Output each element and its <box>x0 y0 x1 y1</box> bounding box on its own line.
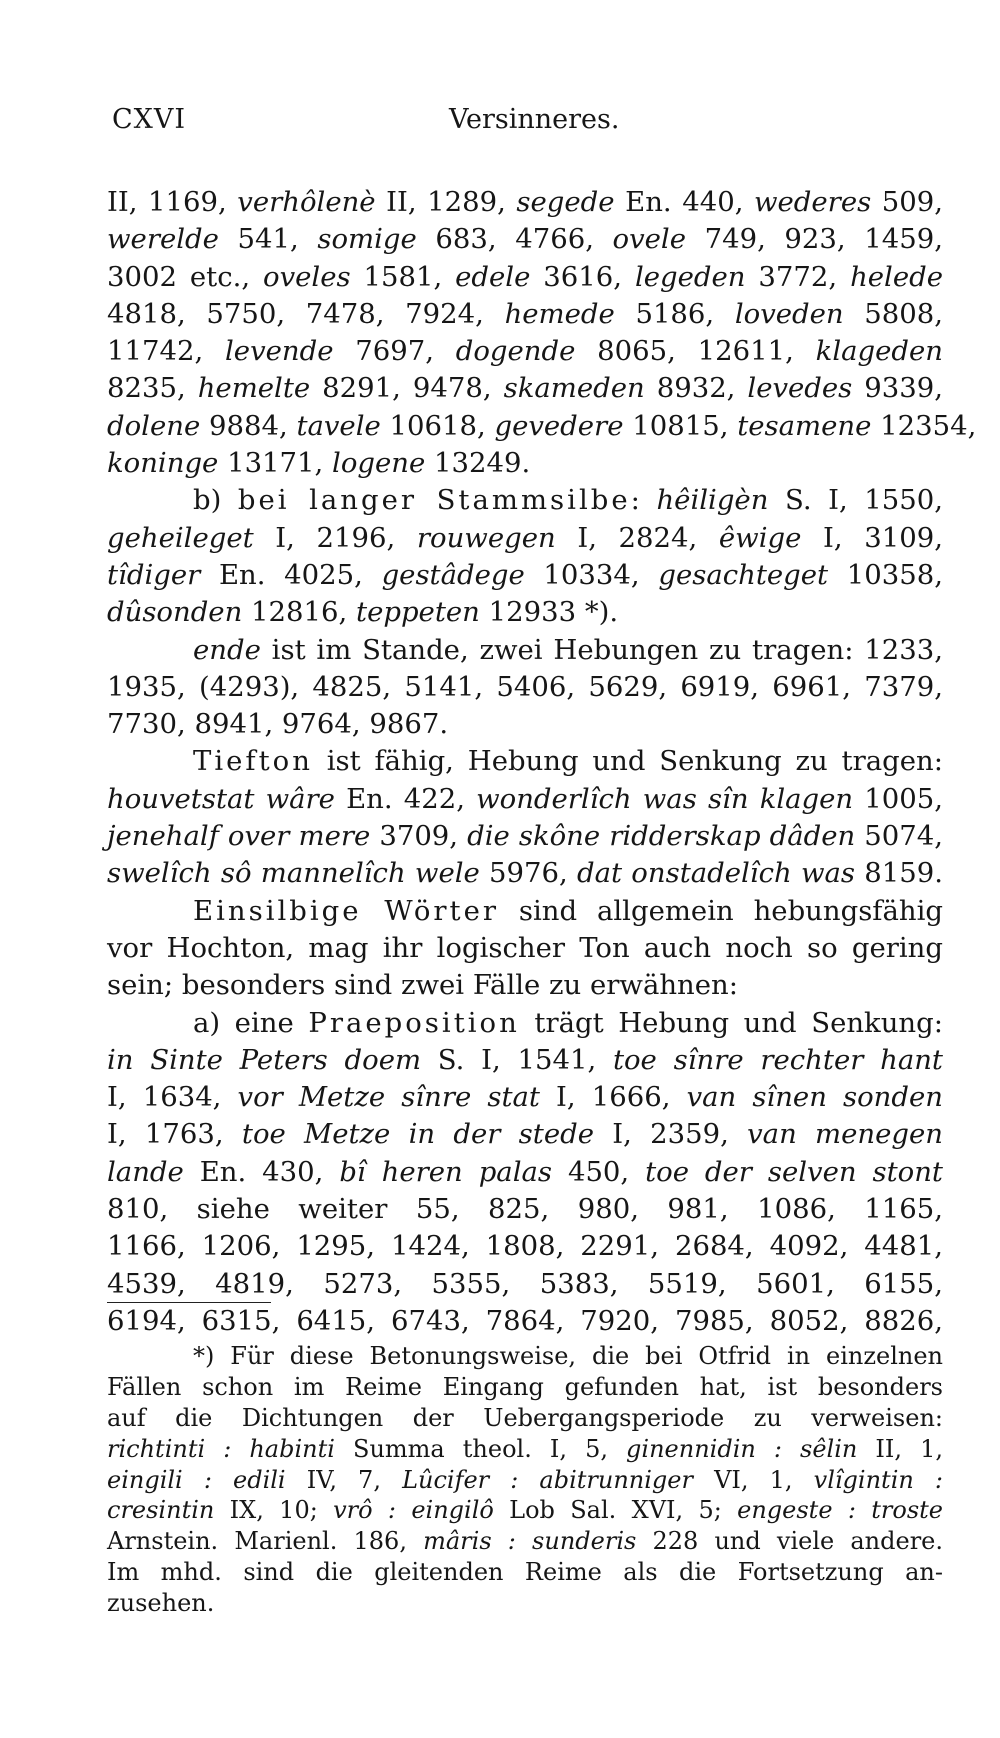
text-run: 6194, 6315, 6415, 6743, 7864, 7920, 7985, 8052, 8826, <box>107 1304 943 1337</box>
body-line <box>107 520 943 557</box>
page-number: CXVI <box>112 104 187 135</box>
text-run: 8932, <box>644 372 748 405</box>
italic-citation: toe sînre rechter hant <box>612 1043 943 1076</box>
text-run: 683, 4766, <box>416 223 613 256</box>
italic-citation: houvetstat wâre <box>107 782 335 815</box>
body-line <box>107 408 977 445</box>
text-run: 3772, <box>745 260 851 293</box>
running-title: Versinneres. <box>449 104 620 135</box>
body-line <box>107 259 943 296</box>
body-line <box>107 482 943 519</box>
italic-citation: êwige <box>718 521 802 554</box>
body-line <box>107 781 943 818</box>
text-run: vor Hochton, mag ihr logischer Ton auch noch so gering <box>107 931 943 964</box>
text-run: 8159. <box>855 857 943 890</box>
text-run: 10618, <box>380 409 495 442</box>
text-run: En. 430, <box>183 1155 340 1188</box>
text-run: 1166, 1206, 1295, 1424, 1808, 2291, 2684, 4092, 4481, <box>107 1230 943 1263</box>
text-run: Arnstein. Marienl. 186, <box>107 1527 424 1556</box>
body-line <box>107 818 943 855</box>
text-run: 9339, <box>852 372 944 405</box>
text-run: I, 2359, <box>593 1118 748 1151</box>
text-run: 10815, <box>623 409 738 442</box>
body-line <box>107 743 943 780</box>
italic-citation: dolene <box>107 409 201 442</box>
text-run: Einsilbige Wörter <box>193 894 500 927</box>
italic-citation: loveden <box>734 297 844 330</box>
body-line <box>107 893 943 930</box>
text-run: En. 422, <box>334 782 477 815</box>
text-run: 450, <box>552 1155 646 1188</box>
body-line <box>107 1005 943 1042</box>
text-run: *) Für diese Betonungsweise, die bei Otfrid in einzelnen <box>193 1342 943 1370</box>
text-run: b) <box>193 484 238 517</box>
body-line <box>107 221 943 258</box>
italic-citation: hêiligèn <box>656 484 769 517</box>
italic-citation: klageden <box>815 335 943 368</box>
text-run: Lob Sal. XVI, 5; <box>493 1496 738 1525</box>
text-run: 13249. <box>425 447 531 480</box>
italic-citation: wederes <box>753 186 872 218</box>
text-run: 3709, <box>370 820 468 853</box>
text-run: 5976, <box>479 857 578 890</box>
text-run: 8291, 9478, <box>310 372 504 405</box>
text-run: 12933 *). <box>479 596 619 629</box>
text-run: 9884, <box>200 409 297 442</box>
italic-citation: tavele <box>296 409 381 442</box>
italic-citation: gevedere <box>494 409 624 442</box>
text-run: IV, 7, <box>285 1465 403 1494</box>
text-run: sein; besonders sind zwei Fälle zu erwähnen: <box>107 969 739 1002</box>
text-run: I, 1763, <box>107 1118 242 1151</box>
footnote-line <box>107 1372 943 1403</box>
body-line <box>107 1303 943 1340</box>
body-line <box>107 930 943 967</box>
text-run: 810, siehe weiter 55, 825, 980, 981, 1086, 1165, <box>107 1193 943 1226</box>
body-line <box>107 967 943 1004</box>
text-run: I, 2196, <box>253 521 417 554</box>
text-run: trägt Hebung und Senkung: <box>519 1006 944 1039</box>
italic-citation: levedes <box>747 372 853 405</box>
italic-citation: gestâdege <box>381 558 525 591</box>
italic-citation: verhôlenè <box>237 186 376 218</box>
italic-citation: logene <box>332 447 426 480</box>
text-run: II, 1289, <box>375 186 517 218</box>
body-line <box>107 557 943 594</box>
text-run: II, 1169, <box>107 186 238 218</box>
text-run: I, 3109, <box>801 521 943 554</box>
italic-citation: helede <box>850 260 943 293</box>
italic-citation: ende <box>193 633 261 666</box>
text-run: 10358, <box>828 558 944 591</box>
italic-citation: ginennidin : sêlin <box>626 1434 858 1463</box>
text-run: En. 4025, <box>200 558 382 591</box>
text-run: Fällen schon im Reime Eingang gefunden hat, ist besonders <box>107 1372 943 1401</box>
text-run: a) eine <box>193 1006 309 1039</box>
footnote-line <box>107 1341 943 1372</box>
page-header <box>107 104 943 144</box>
text-run: 4539, 4819, 5273, 5355, 5383, 5519, 5601, 6155, <box>107 1267 943 1300</box>
italic-citation: geheileget <box>107 521 254 554</box>
italic-citation: Lûcifer : abitrunniger <box>402 1465 693 1494</box>
text-run: 7730, 8941, 9764, 9867. <box>107 708 449 741</box>
body-line <box>107 1079 943 1116</box>
footnote-line <box>107 1434 943 1465</box>
text-run: 3616, <box>530 260 635 293</box>
footnote-line <box>107 1557 943 1588</box>
italic-citation: dogende <box>455 335 576 368</box>
italic-citation: eingili : edili <box>107 1465 286 1494</box>
text-run: ist fähig, Hebung und Senkung zu tragen: <box>312 745 943 778</box>
italic-citation: oveles <box>263 260 351 293</box>
footnote-rule <box>107 1302 271 1303</box>
text-run: S. I, 1550, <box>768 484 944 517</box>
italic-citation: tîdiger <box>107 558 201 591</box>
italic-citation: jenehalf over mere <box>107 820 371 853</box>
text-run: ist im Stande, zwei Hebungen zu tragen: 1233, <box>260 633 943 666</box>
italic-citation: hemede <box>504 297 615 330</box>
body-line <box>107 370 943 407</box>
italic-citation: tesamene <box>737 409 872 442</box>
body-line <box>107 296 943 333</box>
italic-citation: van sînen sonden <box>686 1081 943 1114</box>
text-run: 4818, 5750, 7478, 7924, <box>107 297 505 330</box>
text-run: auf die Dichtungen der Uebergangsperiode zu verweisen: <box>107 1403 943 1432</box>
italic-citation: bî heren palas <box>339 1155 553 1188</box>
text-run: bei langer Stammsilbe <box>237 484 631 517</box>
italic-citation: dûsonden <box>107 596 243 629</box>
text-run: 1935, (4293), 4825, 5141, 5406, 5629, 6919, 6961, 7379, <box>107 670 943 703</box>
text-run: 1005, <box>853 782 943 815</box>
italic-citation: toe Metze in der stede <box>241 1118 594 1151</box>
text-run: 228 und viele andere. <box>636 1527 943 1556</box>
italic-citation: skameden <box>503 372 645 405</box>
text-run: I, 1634, <box>107 1081 238 1114</box>
body-line <box>107 669 943 706</box>
italic-citation: segede <box>516 186 615 218</box>
text-run: S. I, 1541, <box>421 1043 613 1076</box>
body-line <box>107 184 943 221</box>
text-run: IX, 10; <box>214 1496 334 1525</box>
body-line <box>107 632 943 669</box>
footnote-line <box>107 1495 943 1526</box>
body-line <box>107 855 943 892</box>
text-run: Tiefton <box>193 745 313 778</box>
italic-citation: engeste : troste <box>737 1496 943 1525</box>
italic-citation: lande <box>107 1155 184 1188</box>
text-run: 12354, <box>871 409 977 442</box>
italic-citation: gesachteget <box>658 558 829 591</box>
italic-citation: cresintin <box>107 1496 215 1525</box>
italic-citation: teppeten <box>356 596 480 629</box>
text-run: I, 1666, <box>539 1081 687 1114</box>
text-run: 12816, <box>242 596 357 629</box>
text-run: zusehen. <box>107 1589 215 1618</box>
text-run: 11742, <box>107 335 225 368</box>
italic-citation: rouwegen <box>416 521 556 554</box>
body-line <box>107 706 943 743</box>
text-run: 749, 923, 1459, <box>685 223 943 256</box>
text-run: En. 440, <box>614 186 754 218</box>
body-line <box>107 445 943 482</box>
italic-citation: edele <box>455 260 531 293</box>
text-run: Im mhd. sind die gleitenden Reime als die Fortsetzung an- <box>107 1558 943 1587</box>
italic-citation: hemelte <box>197 372 311 405</box>
body-line <box>107 1191 943 1228</box>
text-run: 3002 etc., <box>107 260 264 293</box>
footnote-line <box>107 1588 943 1619</box>
italic-citation: levende <box>225 335 334 368</box>
body-line <box>107 1116 943 1153</box>
body-line <box>107 594 943 631</box>
body-line <box>107 1042 943 1079</box>
text-run: I, 2824, <box>555 521 719 554</box>
text-run: II, 1, <box>857 1434 943 1463</box>
italic-citation: werelde <box>107 223 219 256</box>
body-line <box>107 1228 943 1265</box>
text-run: 5808, <box>843 297 943 330</box>
italic-citation: toe der selven stont <box>645 1155 943 1188</box>
text-run: 509, <box>871 186 943 218</box>
italic-citation: wonderlîch was sîn klagen <box>476 782 854 815</box>
text-run: 8235, <box>107 372 198 405</box>
italic-citation: ovele <box>612 223 686 256</box>
italic-citation: somige <box>317 223 417 256</box>
text-run: 7697, <box>333 335 456 368</box>
body-line <box>107 1266 943 1303</box>
footnote-line <box>107 1526 943 1557</box>
text-run: VI, 1, <box>692 1465 814 1494</box>
italic-citation: vlîgintin : <box>813 1465 944 1494</box>
italic-citation: dat onstadelîch was <box>577 857 856 890</box>
text-run: 1581, <box>350 260 456 293</box>
text-run: : <box>630 484 657 517</box>
body-text <box>107 184 977 1340</box>
italic-citation: in Sinte Peters doem <box>107 1043 422 1076</box>
text-run: 8065, 12611, <box>575 335 816 368</box>
text-run: 5074, <box>855 820 943 853</box>
italic-citation: vor Metze sînre stat <box>237 1081 540 1114</box>
italic-citation: koninge <box>107 447 219 480</box>
text-run: 541, <box>218 223 318 256</box>
footnote-line <box>107 1403 943 1434</box>
italic-citation: vrô : eingilô <box>333 1496 494 1525</box>
italic-citation: richtinti : habinti <box>107 1434 335 1463</box>
italic-citation: mâris : sunderis <box>423 1527 637 1556</box>
text-run: 5186, <box>614 297 735 330</box>
italic-citation: die skône ridderskap dâden <box>467 820 856 853</box>
text-run: Praeposition <box>308 1006 520 1039</box>
footnote <box>107 1341 943 1619</box>
body-line <box>107 1154 943 1191</box>
italic-citation: legeden <box>634 260 746 293</box>
body-line <box>107 333 943 370</box>
text-run: sind allgemein hebungsfähig <box>499 894 943 927</box>
text-run: 13171, <box>218 447 333 480</box>
footnote-line <box>107 1465 943 1496</box>
italic-citation: van menegen <box>747 1118 943 1151</box>
text-run: 10334, <box>524 558 659 591</box>
italic-citation: swelîch sô mannelîch wele <box>107 857 480 890</box>
text-run: Summa theol. I, 5, <box>334 1434 627 1463</box>
